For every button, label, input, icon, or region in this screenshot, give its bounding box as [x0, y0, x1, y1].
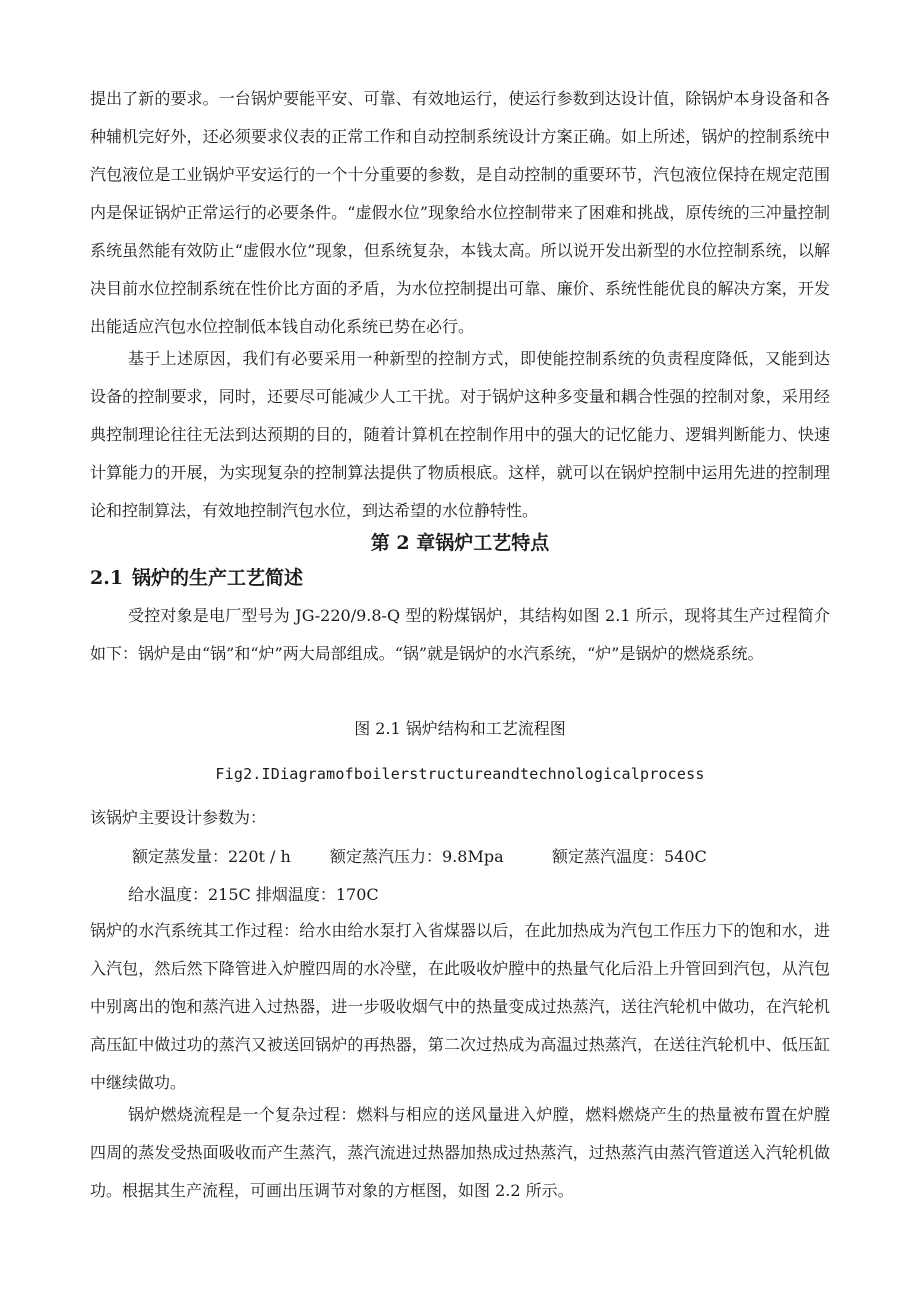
param-evaporation: 额定蒸发量：220t / h: [132, 847, 291, 866]
param-pressure: 额定蒸汽压力：9.8Mpa: [330, 847, 504, 866]
figure-caption-en: Fig2.IDiagramofboilerstructureandtechnologicalprocess: [215, 765, 705, 783]
param-temperature: 额定蒸汽温度：540C: [552, 847, 707, 866]
combustion-paragraph: 锅炉燃烧流程是一个复杂过程：燃料与相应的送风量进入炉膛，燃料燃烧产生的热量被布置在炉膛四周的蒸发受热面吸收而产生蒸汽，蒸汽流进过热器加热成过热蒸汽，过热蒸汽由蒸汽管道送入汽轮机做功。根据其生产流程，可画出压调节对象的方框图，如图 2.2 所示。: [90, 1105, 830, 1200]
water-steam-paragraph: 锅炉的水汽系统其工作过程：给水由给水泵打入省煤器以后，在此加热成为汽包工作压力下的饱和水，进入汽包，然后然下降管进入炉膛四周的水冷壁，在此吸收炉膛中的热量气化后沿上升管回到汽包，从汽包中别离出的饱和蒸汽进入过热器，进一步吸收烟气中的热量变成过热蒸汽，送往汽轮机中做功，在汽轮机高压缸中做过功的蒸汽又被送回锅炉的再热器，第二次过热成为高温过热蒸汽，在送往汽轮机中、低压缸中继续做功。: [90, 921, 830, 1092]
section-number: 2.1: [90, 567, 124, 589]
section-title: 锅炉的生产工艺简述: [132, 567, 304, 589]
params-intro: 该锅炉主要设计参数为：: [90, 808, 267, 827]
chapter-title: 第 2 章锅炉工艺特点: [370, 532, 550, 554]
section-heading: [90, 563, 303, 593]
intro-paragraph-2: 基于上述原因，我们有必要采用一种新型的控制方式，即使能控制系统的负责程度降低，又能到达设备的控制要求，同时，还要尽可能减少人工干扰。对于锅炉这种多变量和耦合性强的控制对象，采用经典控制理论往往无法到达预期的目的，随着计算机在控制作用中的强大的记忆能力、逻辑判断能力、快速计算能力的开展，为实现复杂的控制算法提供了物质根底。这样，就可以在锅炉控制中运用先进的控制理论和控制算法，有效地控制汽包水位，到达希望的水位静特性。: [90, 349, 830, 520]
intro-paragraph-1: 提出了新的要求。一台锅炉要能平安、可靠、有效地运行，使运行参数到达设计值，除锅炉本身设备和各种辅机完好外，还必须要求仪表的正常工作和自动控制系统设计方案正确。如上所述，锅炉的控制系统中汽包液位是工业锅炉平安运行的一个十分重要的参数，是自动控制的重要环节，汽包液位保持在规定范围内是保证锅炉正常运行的必要条件。“虚假水位”现象给水位控制带来了困难和挑战，原传统的三冲量控制系统虽然能有效防止“虚假水位”现象，但系统复杂，本钱太高。所以说开发出新型的水位控制系统，以解决目前水位控制系统在性价比方面的矛盾，为水位控制提出可靠、廉价、系统性能优良的解决方案，开发出能适应汽包水位控制低本钱自动化系统已势在必行。: [90, 89, 830, 336]
figure-caption-cn: 图 2.1 锅炉结构和工艺流程图: [354, 719, 566, 738]
section-paragraph: 受控对象是电厂型号为 JG-220/9.8-Q 型的粉煤锅炉，其结构如图 2.1 所示，现将其生产过程简介如下：锅炉是由“锅”和“炉”两大局部组成。“锅”就是锅炉的水汽系统，“炉”是锅炉的燃烧系统。: [90, 606, 830, 663]
param-feedwater-exhaust: 给水温度：215C 排烟温度：170C: [128, 885, 379, 904]
